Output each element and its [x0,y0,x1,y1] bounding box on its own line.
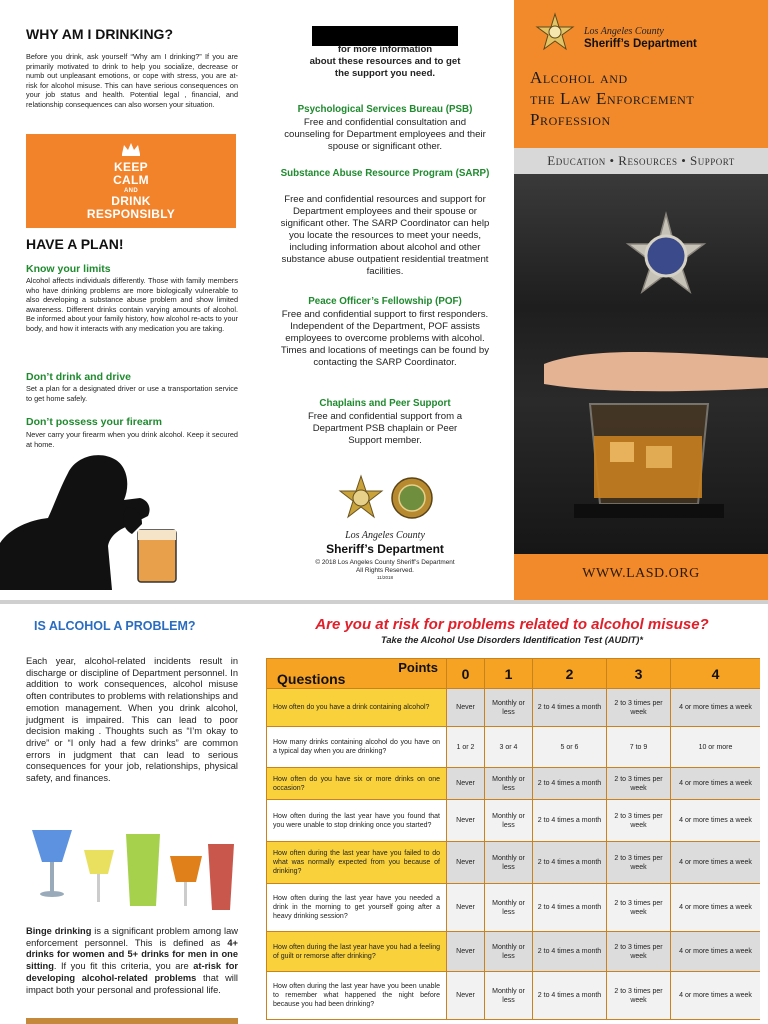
audit-question: How often during the last year have you failed to do what was normally expected from you because of drinking? [267,842,447,884]
audit-answer-3: 2 to 3 times per week [607,884,671,932]
audit-answer-1: Monthly or less [485,768,533,800]
panel-is-alcohol-problem [0,604,256,1024]
audit-table-wrap [266,658,760,1024]
audit-answer-1: Monthly or less [485,884,533,932]
why-drinking-intro: Before you drink, ask yourself “Why am I drinking?” If you are primarily motivated to drink to help you socialize, decrease or numb out unpleasant emotions, or cope with stress, you are at-risk for alcohol misuse. This can have serious consequences on your job status and health. Potential legal , financial, and relationship consequences can also worsen your situation. [26,52,238,109]
cover-title-line3: Profession [530,110,611,129]
audit-answer-4: 4 or more times a week [671,689,761,727]
audit-header-questions-cell [267,659,447,689]
audit-answer-2: 2 to 4 times a month [533,884,607,932]
audit-answer-3: 2 to 3 times per week [607,972,671,1020]
audit-answer-2: 5 or 6 [533,727,607,768]
audit-answer-2: 2 to 4 times a month [533,689,607,727]
bottom-photo-strip [26,1018,238,1024]
audit-header-score-3: 3 [607,659,671,689]
audit-row [267,932,761,972]
panel-resources [256,0,514,600]
cover-url-link[interactable]: WWW.LASD.ORG [582,566,700,581]
audit-question: How often do you have a drink containing alcohol? [267,689,447,727]
keep-calm-and: AND [124,188,138,194]
binge-part3: that will impact both your personal and professional life. [26,972,238,995]
audit-answer-0: Never [447,768,485,800]
audit-answer-1: Monthly or less [485,932,533,972]
audit-row [267,689,761,727]
audit-header-score-4: 4 [671,659,761,689]
audit-answer-0: Never [447,842,485,884]
audit-question: How often during the last year have you had a feeling of guilt or remorse after drinking? [267,932,447,972]
dont-possess-firearm-text: Never carry your firearm when you drink alcohol. Keep it secured at home. [26,430,238,449]
audit-answer-3: 2 to 3 times per week [607,800,671,842]
cover-dept: Sheriff’s Department [584,38,697,50]
panel-cover [514,0,768,600]
audit-table [266,658,760,1020]
audit-title: Are you at risk for problems related to alcohol misuse? [315,616,709,633]
audit-answer-2: 2 to 4 times a month [533,768,607,800]
audit-answer-4: 4 or more times a week [671,972,761,1020]
audit-answer-4: 4 or more times a week [671,768,761,800]
psb-text: Free and confidential consultation and counseling for Department employees and their spouse or significant other. [284,117,486,152]
audit-answer-4: 4 or more times a week [671,884,761,932]
chaplains-title: Chaplains and Peer Support [319,398,451,409]
audit-answer-4: 4 or more times a week [671,800,761,842]
psb-title: Psychological Services Bureau (PSB) [297,104,473,115]
dont-possess-firearm-title: Don’t possess your firearm [26,416,162,428]
audit-answer-2: 2 to 4 times a month [533,972,607,1020]
audit-question: How many drinks containing alcohol do you have on a typical day when you are drinking? [267,727,447,768]
glasses-illustration [26,810,238,922]
have-a-plan-heading: HAVE A PLAN! [26,236,124,252]
audit-answer-3: 2 to 3 times per week [607,842,671,884]
audit-answer-0: Never [447,689,485,727]
audit-header-score-2: 2 [533,659,607,689]
binge-bold2: at-risk for developing alcohol-related problems [26,961,238,983]
footer-dept: Sheriff’s Department [326,542,444,556]
audit-header-score-1: 1 [485,659,533,689]
audit-answer-3: 2 to 3 times per week [607,689,671,727]
audit-header-questions: Questions [277,671,346,687]
keep-calm-line1: KEEP [114,160,148,174]
audit-question: How often do you have six or more drinks on one occasion? [267,768,447,800]
audit-header-score-0: 0 [447,659,485,689]
binge-part1: is a significant problem among law enforcement personnel. This is defined as [26,926,238,948]
audit-row [267,768,761,800]
binge-lead: Binge drinking [26,926,92,936]
cover-title-line2: the Law Enforcement [530,89,695,108]
audit-table-body [267,689,761,1020]
panel-why-drinking [0,0,256,600]
cover-tagline: Education • Resources • Support [547,153,735,168]
audit-answer-1: Monthly or less [485,689,533,727]
panel-audit [256,604,768,1024]
audit-answer-4: 4 or more times a week [671,842,761,884]
cover-star-badge-icon [534,12,576,54]
footer-county: Los Angeles County [345,530,425,541]
audit-subtitle: Take the Alcohol Use Disorders Identification Test (AUDIT)* [381,635,643,645]
resources-intro-line3: the support you need. [334,68,436,79]
resources-intro [266,44,504,80]
audit-question: How often during the last year have you needed a drink in the morning to get yourself going after a heavy drinking session? [267,884,447,932]
audit-answer-0: Never [447,884,485,932]
audit-answer-3: 2 to 3 times per week [607,932,671,972]
audit-row [267,727,761,768]
audit-answer-0: Never [447,932,485,972]
resources-intro-line2: about these resources and to get [309,56,461,67]
sheriff-star-badge-icon [336,474,386,520]
audit-question: How often during the last year have you found that you were unable to stop drinking once you started? [267,800,447,842]
dont-drink-drive-title: Don’t drink and drive [26,371,132,383]
keep-calm-line4: RESPONSIBLY [86,207,176,221]
audit-header-points: Points [398,660,438,675]
audit-answer-0: 1 or 2 [447,727,485,768]
sarp-text: Free and confidential resources and support for Department employees and their spouse or significant other. The SARP Coordinator can help you locate the resources to meet your needs, including information about alcohol and other substance abuse outpatient residential treatment facilities. [280,194,490,277]
know-limits-text: Alcohol affects individuals differently. Those with family members who have drinking problems are more biologically vulnerable to also developing a substance abuse problem and show limited awareness. Different drinks contain varying amounts of alcohol. Be informed about your family history, how alcohol re-acts to your body, and how it interacts with any medication you are taking. [26,276,238,333]
binge-part2: . If you fit this criteria, you are [53,961,194,972]
audit-answer-0: Never [447,800,485,842]
cover-county: Los Angeles County [584,26,664,37]
audit-header-row [267,659,761,689]
footer-date: 11/2018 [377,575,393,580]
binge-drinking-text [26,926,238,996]
audit-answer-2: 2 to 4 times a month [533,842,607,884]
cover-tagline-bar [514,148,768,174]
know-limits-title: Know your limits [26,263,111,275]
audit-answer-2: 2 to 4 times a month [533,800,607,842]
audit-row [267,842,761,884]
resources-intro-line1: for more information [337,44,433,55]
audit-row [267,972,761,1020]
keep-calm-line2: CALM [113,173,149,187]
cover-photo [514,174,768,554]
department-seal-icon [390,476,434,520]
is-alcohol-problem-text: Each year, alcohol-related incidents result in discharge or discipline of Department personnel. In addition to work consequences, alcohol misuse often contributes to problems with relationships and emotion management. When you drink alcohol, judgment is impaired. This can lead to poor decision making . Thoughts such as “I’m okay to drive” or “I only had a few drinks” are common errors in judgment that can lead to serious consequences for your job, relationships, physical safety, and finances. [26,656,238,784]
dont-drink-drive-text: Set a plan for a designated driver or use a transportation service to get home safely. [26,384,238,403]
audit-answer-4: 4 or more times a week [671,932,761,972]
audit-question: How often during the last year have you been unable to remember what happened the night before because you had been drinking? [267,972,447,1020]
audit-answer-1: Monthly or less [485,842,533,884]
is-alcohol-problem-heading: IS ALCOHOL A PROBLEM? [34,619,196,633]
audit-answer-1: Monthly or less [485,800,533,842]
cover-title-line1: Alcohol and [530,68,628,87]
cover-photo-art [514,174,768,554]
audit-answer-3: 7 to 9 [607,727,671,768]
chaplains-text: Free and confidential support from a Department PSB chaplain or Peer Support member. [307,411,463,446]
audit-answer-0: Never [447,972,485,1020]
audit-answer-4: 10 or more [671,727,761,768]
binge-bold: 4+ drinks for women and 5+ drinks for men in one sitting [26,937,238,972]
sarp-title: Substance Abuse Resource Program (SARP) [280,168,490,179]
audit-answer-3: 2 to 3 times per week [607,768,671,800]
pof-title: Peace Officer’s Fellowship (POF) [308,296,462,307]
audit-row [267,884,761,932]
redacted-block [312,26,458,46]
audit-answer-2: 2 to 4 times a month [533,932,607,972]
why-drinking-heading: WHY AM I DRINKING? [26,26,173,42]
drinking-silhouette-illustration [0,448,200,590]
audit-answer-1: Monthly or less [485,972,533,1020]
pof-text: Free and confidential support to first responders. Independent of the Department, POF assists employees to overcome problems with alcohol. Times and locations of meetings can be found by contacting the SARP Coordinator. [280,309,490,368]
footer-rights: All Rights Reserved. [356,567,414,574]
keep-calm-line3: DRINK [111,194,151,208]
crown-icon [120,142,142,156]
audit-row [267,800,761,842]
audit-answer-1: 3 or 4 [485,727,533,768]
footer-copyright: © 2018 Los Angeles County Sheriff’s Department [315,559,455,566]
keep-calm-poster [26,134,236,228]
